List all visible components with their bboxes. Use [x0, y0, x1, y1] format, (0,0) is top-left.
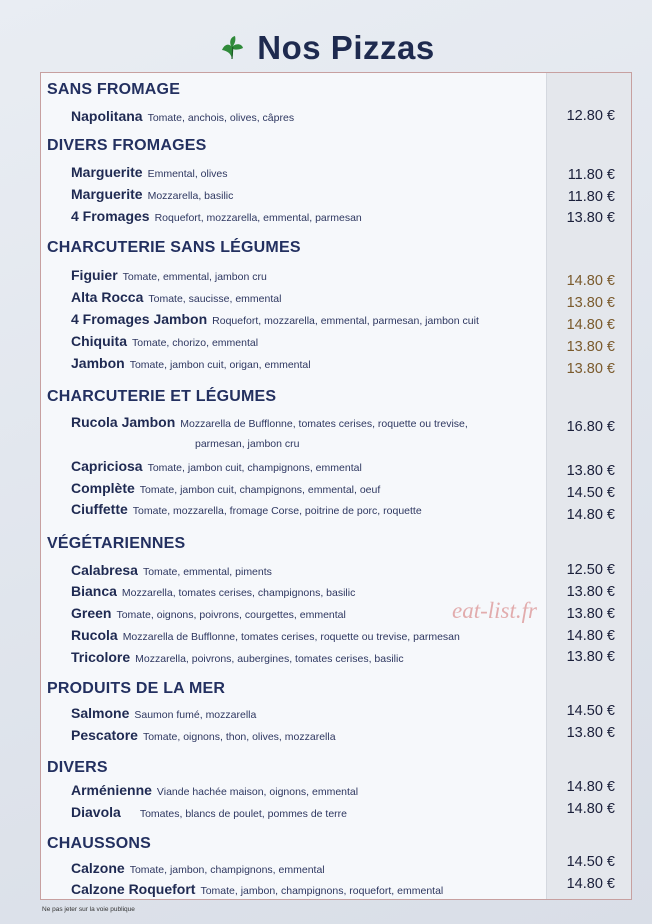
item-price: 16.80 €: [566, 419, 615, 435]
item-price: 13.80 €: [566, 463, 615, 479]
section-title-divers: DIVERS: [47, 759, 108, 776]
item-name: Chiquita: [71, 333, 127, 349]
item-name: Diavola: [71, 804, 121, 820]
item-price: 13.80 €: [566, 210, 615, 226]
item-description: Tomate, oignons, thon, olives, mozzarella: [142, 731, 336, 743]
section-title-charcuterie-et-legumes: CHARCUTERIE ET LÉGUMES: [47, 388, 277, 405]
item-name: Marguerite: [71, 164, 143, 180]
menu-item: [71, 881, 443, 899]
item-price: 11.80 €: [567, 189, 615, 205]
item-description: Tomate, oignons, poivrons, courgettes, emmental: [116, 609, 346, 621]
menu-header: [0, 26, 652, 70]
item-price: 11.80 €: [567, 167, 615, 183]
item-description: Viande hachée maison, oignons, emmental: [156, 786, 359, 798]
section-title-chaussons: CHAUSSONS: [47, 835, 152, 852]
item-description: Roquefort, mozzarella, emmental, parmesan: [154, 212, 362, 224]
item-description: Tomate, chorizo, emmental: [132, 337, 259, 349]
item-description: Mozzarella de Bufflonne, tomates cerises, roquette ou trevise, parmesan: [122, 631, 460, 643]
menu-item: [71, 605, 346, 623]
item-price: 12.80 €: [566, 108, 615, 124]
item-price: 12.50 €: [566, 562, 615, 578]
section-title-charcuterie-sans-legumes: CHARCUTERIE SANS LÉGUMES: [47, 239, 301, 256]
item-description: Mozzarella, poivrons, aubergines, tomates cerises, basilic: [135, 653, 404, 665]
item-name: Marguerite: [71, 186, 143, 202]
item-name: Rucola Jambon: [71, 414, 176, 430]
item-description: Tomate, saucisse, emmental: [148, 293, 282, 305]
menu-item: [71, 414, 468, 432]
menu-item: [71, 804, 347, 822]
section-title-vegetariennes: VÉGÉTARIENNES: [47, 535, 186, 552]
item-price: 13.80 €: [566, 725, 615, 741]
menu-item: [71, 355, 311, 373]
item-name: Jambon: [71, 355, 125, 371]
leaf-icon: [217, 33, 247, 63]
item-name: Alta Rocca: [71, 289, 144, 305]
page-title: Nos Pizzas: [257, 29, 435, 66]
item-price: 14.80 €: [566, 507, 615, 523]
item-price: 13.80 €: [566, 295, 615, 311]
item-name: Pescatore: [71, 727, 138, 743]
item-description: Tomate, jambon, champignons, roquefort, emmental: [200, 885, 444, 897]
menu-item: [71, 164, 228, 182]
menu-item: [71, 860, 325, 878]
item-name: Bianca: [71, 583, 117, 599]
item-name: Arménienne: [71, 782, 152, 798]
item-price: 14.80 €: [566, 273, 615, 289]
item-name: 4 Fromages: [71, 208, 150, 224]
menu-item: [71, 267, 267, 285]
item-name: Figuier: [71, 267, 118, 283]
item-description: Tomates, blancs de poulet, pommes de terre: [139, 808, 348, 820]
item-name: 4 Fromages Jambon: [71, 311, 208, 327]
item-price: 14.80 €: [566, 801, 615, 817]
item-description: Roquefort, mozzarella, emmental, parmesan, jambon cuit: [212, 315, 479, 327]
menu-item: [71, 782, 358, 800]
menu-item: [71, 108, 294, 126]
menu-item: [71, 289, 281, 307]
section-title-sans-fromage: SANS FROMAGE: [47, 81, 181, 98]
section-title-produits-de-la-mer: PRODUITS DE LA MER: [47, 680, 226, 697]
item-description: Tomate, emmental, jambon cru: [122, 271, 267, 283]
item-price: 14.50 €: [566, 854, 615, 870]
item-name: Tricolore: [71, 649, 131, 665]
menu-item: [71, 727, 336, 745]
menu-item: [71, 501, 422, 519]
item-description: Mozzarella de Bufflonne, tomates cerises, roquette ou trevise,: [180, 418, 468, 430]
menu-item: [71, 458, 362, 476]
item-price: 13.80 €: [566, 339, 615, 355]
item-price: 13.80 €: [566, 584, 615, 600]
item-description: Tomate, anchois, olives, câpres: [147, 112, 295, 124]
item-price: 14.50 €: [566, 703, 615, 719]
item-name: Napolitana: [71, 108, 143, 124]
menu-item: [71, 583, 355, 601]
item-name: Calzone: [71, 860, 125, 876]
item-name: Calabresa: [71, 562, 138, 578]
item-price: 14.80 €: [566, 628, 615, 644]
watermark: eat-list.fr: [452, 598, 537, 623]
item-description: Tomate, emmental, piments: [142, 566, 272, 578]
menu-item: [71, 627, 460, 645]
item-price: 13.80 €: [566, 606, 615, 622]
item-price: 14.80 €: [566, 876, 615, 892]
item-price: 14.50 €: [566, 485, 615, 501]
item-price: 13.80 €: [566, 649, 615, 665]
item-description: Mozzarella, basilic: [147, 190, 234, 202]
item-description-line2: parmesan, jambon cru: [195, 438, 300, 450]
item-description: Tomate, mozzarella, fromage Corse, poitrine de porc, roquette: [132, 505, 422, 517]
menu-item: [71, 562, 272, 580]
item-name: Green: [71, 605, 112, 621]
item-name: Complète: [71, 480, 135, 496]
item-price: 14.80 €: [566, 779, 615, 795]
menu-item: [71, 208, 362, 226]
item-description: Tomate, jambon cuit, champignons, emmental, oeuf: [139, 484, 381, 496]
item-description: Tomate, jambon, champignons, emmental: [129, 864, 325, 876]
menu-item: [71, 186, 233, 204]
item-description: Mozzarella, tomates cerises, champignons, basilic: [121, 587, 356, 599]
footnote: Ne pas jeter sur la voie publique: [42, 906, 135, 913]
menu-item: [71, 480, 380, 498]
item-description: Saumon fumé, mozzarella: [134, 709, 257, 721]
menu-item: [71, 333, 258, 351]
item-price: 14.80 €: [566, 317, 615, 333]
item-name: Calzone Roquefort: [71, 881, 196, 897]
item-description: Emmental, olives: [147, 168, 228, 180]
menu-panel: [40, 72, 632, 900]
item-description: Tomate, jambon cuit, origan, emmental: [129, 359, 311, 371]
item-name: Salmone: [71, 705, 130, 721]
item-description: Tomate, jambon cuit, champignons, emmental: [147, 462, 362, 474]
menu-item: [71, 311, 479, 329]
item-name: Ciuffette: [71, 501, 128, 517]
menu-item: [71, 705, 256, 723]
item-price: 13.80 €: [566, 361, 615, 377]
item-name: Capriciosa: [71, 458, 143, 474]
item-name: Rucola: [71, 627, 118, 643]
section-title-divers-fromages: DIVERS FROMAGES: [47, 137, 207, 154]
menu-item: [71, 649, 404, 667]
